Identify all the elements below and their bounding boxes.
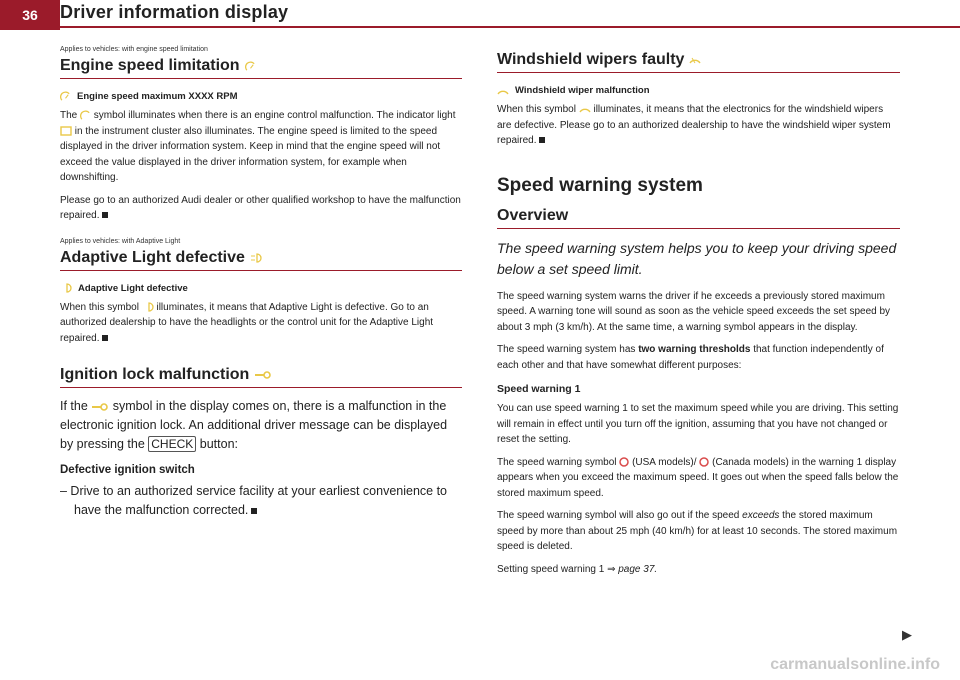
paragraph	[60, 193, 462, 224]
end-mark-icon	[539, 137, 545, 143]
instruction-step	[60, 482, 462, 520]
wiper-icon	[689, 56, 701, 64]
page-header-title: Driver information display	[60, 2, 289, 22]
indicator-light-icon	[60, 126, 72, 136]
paragraph	[497, 508, 900, 555]
section-rule	[497, 228, 900, 229]
check-key-label: CHECK	[148, 436, 196, 452]
subheading-text: Engine speed maximum XXXX RPM	[77, 91, 238, 102]
wiper-icon	[579, 105, 591, 113]
text-run: The	[60, 110, 78, 121]
section-heading-text: Ignition lock malfunction	[60, 366, 250, 383]
text-run-bold: two warning thresholds	[638, 344, 751, 355]
text-run: The speed warning system has	[497, 344, 636, 355]
subheading	[60, 283, 462, 294]
end-mark-icon	[102, 212, 108, 218]
engine-speed-icon	[245, 61, 256, 72]
paragraph	[497, 342, 900, 373]
text-run: symbol illuminates when there is an engine control malfunction. The indicator light	[93, 110, 456, 121]
text-run: The speed warning symbol will also go out if the speed	[497, 510, 740, 521]
continue-arrow-icon: ▶	[902, 627, 912, 642]
paragraph	[60, 300, 462, 347]
subheading	[497, 85, 900, 96]
header-rule	[60, 26, 960, 28]
adaptive-light-icon	[60, 283, 72, 293]
section-heading	[497, 51, 900, 69]
paragraph	[497, 102, 900, 149]
text-run: (USA models)/	[632, 456, 697, 468]
paragraph	[497, 455, 900, 502]
right-column	[497, 46, 900, 584]
text-run: in the instrument cluster also illuminates. The engine speed is limited to the speed displayed in the driver information system. Keep in mind that the engine speed will not exceed the value displayed in the driver information system, for example when downshifting.	[60, 125, 441, 183]
watermark: carmanualsonline.info	[770, 656, 940, 673]
adaptive-light-icon	[142, 302, 154, 312]
text-run: When this symbol	[60, 301, 139, 313]
text-run: that function independently of each other and that have somewhat different purposes:	[497, 344, 884, 371]
section-heading-text: Engine speed limitation	[60, 57, 240, 74]
end-mark-icon	[102, 335, 108, 341]
section-rule	[60, 270, 462, 271]
text-run: Please go to an authorized Audi dealer or other qualified workshop to have the malfunction repaired.	[60, 194, 461, 221]
text-run: symbol in the display comes on, there is a malfunction in the electronic ignition lock. An additional driver message can be displayed by pressing the	[60, 399, 448, 451]
chapter-heading: Speed warning system	[497, 174, 703, 196]
text-run: (Canada models) in the warning 1 display appears when you exceed the maximum speed. It goes out when the speed falls below the stored maximum speed.	[497, 456, 899, 499]
text-run-italic: exceeds	[742, 510, 780, 521]
section-heading-text: Adaptive Light defective	[60, 248, 245, 266]
text-run: the stored maximum speed by more than about 25 mph (40 km/h) for at least 10 seconds. The stored maximum speed is deleted.	[497, 510, 898, 552]
page-number: 36	[0, 0, 60, 30]
text-run: The speed warning symbol	[497, 456, 617, 468]
paragraph	[60, 397, 462, 454]
paragraph: The speed warning system warns the driver if he exceeds a previously stored maximum speed. A warning tone will sound as soon as the vehicle speed exceeds the set speed by about 3 mph (3 km/h). At the same time, a warning symbol appears in the display.	[497, 290, 891, 333]
text-run: When this symbol	[497, 104, 576, 115]
text-run: Setting speed warning 1 ⇒	[497, 563, 616, 575]
end-mark-icon	[251, 508, 257, 514]
subheading: Defective ignition switch	[60, 464, 195, 476]
engine-speed-icon	[80, 110, 91, 121]
subheading-text: Adaptive Light defective	[78, 282, 188, 294]
ignition-lock-icon	[254, 371, 272, 379]
paragraph: You can use speed warning 1 to set the maximum speed while you are driving. This setting will remain in effect until you turn off the ignition, assuming that you have not changed or reset the setting.	[497, 403, 899, 445]
subheading	[60, 91, 462, 102]
section-heading-text: Windshield wipers faulty	[497, 51, 685, 68]
speed-warning-icon	[619, 457, 629, 467]
page-reference-link[interactable]: page 37.	[618, 563, 658, 575]
section-heading	[497, 207, 900, 225]
ignition-lock-icon	[91, 403, 109, 411]
speed-warning-icon	[699, 457, 709, 467]
left-column	[60, 46, 462, 520]
section-rule	[60, 387, 462, 388]
text-run: button:	[199, 437, 238, 451]
paragraph	[60, 108, 462, 186]
paragraph	[497, 562, 900, 578]
section-heading	[60, 249, 462, 267]
wiper-icon	[497, 87, 509, 95]
intro-paragraph: The speed warning system helps you to keep your driving speed below a set speed limit.	[497, 239, 897, 277]
section-rule	[497, 72, 900, 73]
subheading-text: Windshield wiper malfunction	[515, 85, 650, 96]
text-run: If the	[60, 399, 88, 413]
adaptive-light-icon	[250, 253, 262, 263]
section-heading	[60, 366, 462, 384]
text-run: illuminates, it means that Adaptive Light is defective. Go to an authorized dealership to have the headlights or the control unit for the Adaptive Light repaired.	[60, 301, 434, 344]
text-run: – Drive to an authorized service facility at your earliest convenience to have the malfunction corrected.	[60, 484, 447, 517]
engine-speed-icon	[60, 91, 71, 102]
applies-note: Applies to vehicles: with engine speed limitation	[60, 46, 208, 53]
section-rule	[60, 78, 462, 79]
section-heading	[60, 57, 462, 75]
applies-note: Applies to vehicles: with Adaptive Light	[60, 237, 181, 245]
section-heading-text: Overview	[497, 206, 569, 224]
text-run: illuminates, it means that the electronics for the windshield wipers are defective. Please go to an authorized dealership to have the windshield wiper system repaired.	[497, 104, 891, 146]
subheading: Speed warning 1	[497, 383, 581, 395]
